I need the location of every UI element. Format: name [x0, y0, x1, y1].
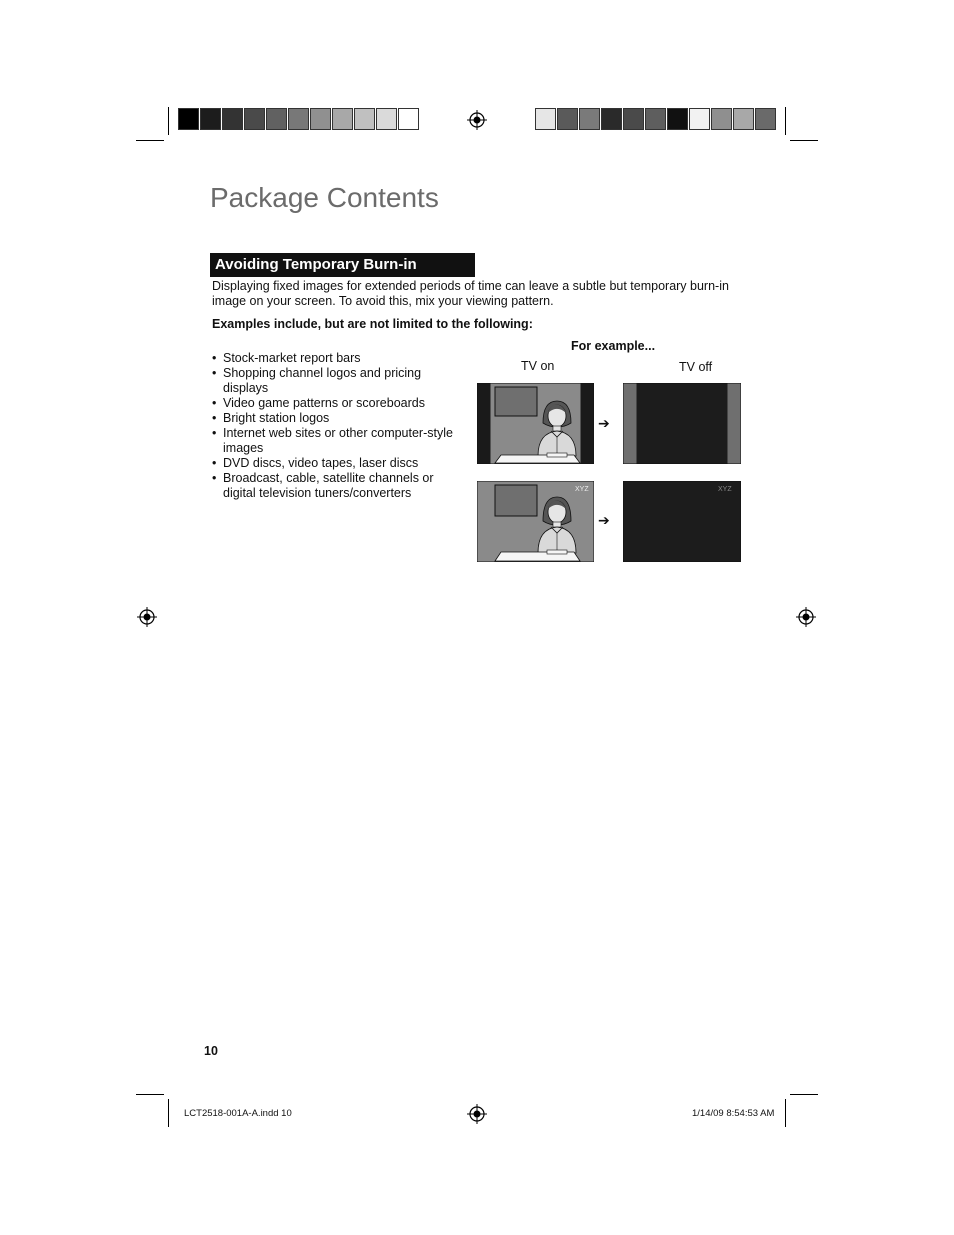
list-item: • Internet web sites or other computer-style images — [212, 426, 462, 456]
color-swatch — [601, 108, 622, 130]
color-swatch — [200, 108, 221, 130]
slug-timestamp: 1/14/09 8:54:53 AM — [692, 1108, 775, 1119]
color-swatch — [222, 108, 243, 130]
color-swatch — [310, 108, 331, 130]
color-swatch — [623, 108, 644, 130]
color-swatch — [645, 108, 666, 130]
slug-filename: LCT2518-001A-A.indd 10 — [184, 1108, 292, 1119]
page-title: Package Contents — [210, 182, 439, 213]
tv-off-bars-burn-in-illustration — [623, 383, 741, 464]
color-swatch — [354, 108, 375, 130]
color-swatch — [755, 108, 776, 130]
color-swatch — [398, 108, 419, 130]
crop-mark — [790, 1094, 818, 1095]
tv-on-letterbox-illustration — [477, 383, 594, 464]
examples-heading: Examples include, but are not limited to the following: — [212, 317, 533, 331]
color-swatch — [244, 108, 265, 130]
arrow-icon: ➔ — [598, 512, 610, 528]
crop-mark — [790, 140, 818, 141]
list-item: • Stock-market report bars — [212, 351, 462, 366]
tv-on-label: TV on — [521, 359, 555, 373]
intro-paragraph: Displaying fixed images for extended periods of time can leave a subtle but temporary burn-in image on your screen. To avoid this, mix your viewing pattern. — [212, 279, 729, 308]
list-item: • Broadcast, cable, satellite channels or digital television tuners/converters — [212, 471, 462, 501]
crop-mark — [136, 1094, 164, 1095]
crop-mark — [785, 1099, 786, 1127]
list-item: • Bright station logos — [212, 411, 462, 426]
color-swatch — [667, 108, 688, 130]
list-item: • DVD discs, video tapes, laser discs — [212, 456, 462, 471]
color-swatch — [579, 108, 600, 130]
list-item: • Shopping channel logos and pricing displays — [212, 366, 462, 396]
registration-mark-icon — [796, 607, 816, 627]
registration-mark-icon — [467, 1104, 487, 1124]
logo-text: XYZ — [718, 486, 732, 493]
for-example-label: For example... — [571, 339, 656, 353]
examples-list — [212, 351, 462, 501]
color-swatch — [711, 108, 732, 130]
color-swatch — [557, 108, 578, 130]
page-number: 10 — [204, 1044, 218, 1058]
tv-off-logo-burn-in-illustration — [623, 481, 741, 562]
section-heading: Avoiding Temporary Burn-in — [210, 253, 475, 277]
list-item: • Video game patterns or scoreboards — [212, 396, 462, 411]
crop-mark — [168, 107, 169, 135]
color-swatch — [266, 108, 287, 130]
color-swatch — [332, 108, 353, 130]
crop-mark — [785, 107, 786, 135]
color-swatch — [288, 108, 309, 130]
registration-mark-icon — [137, 607, 157, 627]
tv-off-label: TV off — [679, 360, 713, 374]
color-swatch — [689, 108, 710, 130]
color-swatch — [178, 108, 199, 130]
tv-on-logo-illustration — [477, 481, 594, 562]
arrow-icon: ➔ — [598, 415, 610, 431]
crop-mark — [168, 1099, 169, 1127]
color-swatch — [376, 108, 397, 130]
color-swatch — [733, 108, 754, 130]
crop-mark — [136, 140, 164, 141]
registration-mark-icon — [467, 110, 487, 130]
color-swatch — [535, 108, 556, 130]
logo-text: XYZ — [575, 486, 589, 493]
